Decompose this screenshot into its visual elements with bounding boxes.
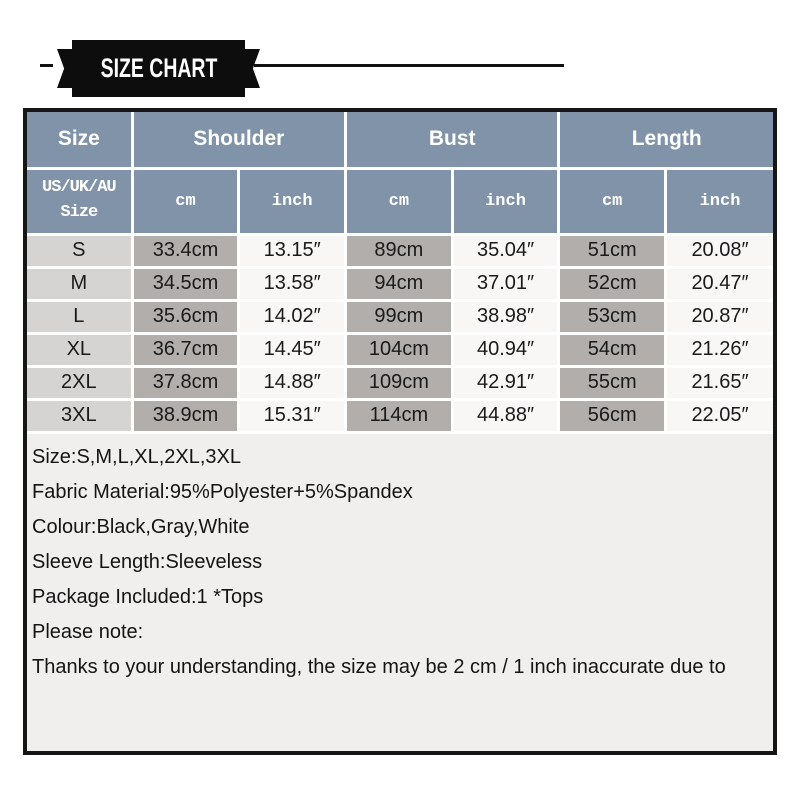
region-size-label: Size	[60, 203, 98, 222]
table-row-3xl	[27, 399, 773, 432]
measurement-cell: 42.91″	[452, 366, 559, 399]
table-row-s	[27, 234, 773, 267]
measurement-cell: 21.26″	[666, 333, 773, 366]
unit-header-length-cm: cm	[559, 168, 666, 234]
unit-header-shoulder-cm: cm	[132, 168, 239, 234]
column-header-size: Size	[27, 112, 132, 168]
detail-line-fabric: Fabric Material:95%Polyester+5%Spandex	[32, 480, 413, 503]
measurement-cell: 53cm	[559, 300, 666, 333]
dash-decoration	[40, 64, 53, 67]
measurement-cell: 14.88″	[239, 366, 346, 399]
measurement-cell: 14.02″	[239, 300, 346, 333]
product-details	[27, 434, 773, 685]
measurement-cell: 15.31″	[239, 399, 346, 432]
column-header-length: Length	[559, 112, 773, 168]
size-chart-box	[23, 108, 777, 755]
measurement-cell: 14.45″	[239, 333, 346, 366]
unit-header-length-inch: inch	[666, 168, 773, 234]
size-cell: S	[27, 234, 132, 267]
measurement-cell: 56cm	[559, 399, 666, 432]
unit-header-bust-inch: inch	[452, 168, 559, 234]
unit-header-shoulder-inch: inch	[239, 168, 346, 234]
measurement-cell: 35.04″	[452, 234, 559, 267]
column-header-bust: Bust	[346, 112, 559, 168]
detail-line-sizes: Size:S,M,L,XL,2XL,3XL	[32, 445, 242, 468]
measurement-cell: 36.7cm	[132, 333, 239, 366]
measurement-cell: 44.88″	[452, 399, 559, 432]
measurement-cell: 94cm	[346, 267, 453, 300]
detail-line-package: Package Included:1 *Tops	[32, 585, 264, 608]
unit-header-bust-cm: cm	[346, 168, 453, 234]
measurement-cell: 114cm	[346, 399, 453, 432]
size-cell: M	[27, 267, 132, 300]
table-row-xl	[27, 333, 773, 366]
size-chart-table	[27, 112, 773, 434]
unit-header-row	[27, 168, 773, 234]
measurement-cell: 109cm	[346, 366, 453, 399]
group-header-row	[27, 112, 773, 168]
measurement-cell: 33.4cm	[132, 234, 239, 267]
size-cell: 3XL	[27, 399, 132, 432]
detail-line-note-body: Thanks to your understanding, the size may be 2 cm / 1 inch inaccurate due to	[32, 655, 726, 678]
measurement-cell: 40.94″	[452, 333, 559, 366]
measurement-cell: 21.65″	[666, 366, 773, 399]
measurement-cell: 37.8cm	[132, 366, 239, 399]
measurement-cell: 52cm	[559, 267, 666, 300]
size-cell: 2XL	[27, 366, 132, 399]
banner-title: SIZE CHART	[100, 53, 217, 83]
measurement-cell: 35.6cm	[132, 300, 239, 333]
measurement-cell: 38.9cm	[132, 399, 239, 432]
measurement-cell: 20.08″	[666, 234, 773, 267]
measurement-cell: 104cm	[346, 333, 453, 366]
measurement-cell: 38.98″	[452, 300, 559, 333]
ribbon-tail-left-icon	[57, 49, 74, 88]
measurement-cell: 99cm	[346, 300, 453, 333]
horizontal-rule	[254, 64, 564, 67]
detail-line-sleeve: Sleeve Length:Sleeveless	[32, 550, 263, 573]
detail-line-note-heading: Please note:	[32, 620, 144, 643]
measurement-cell: 89cm	[346, 234, 453, 267]
size-cell: XL	[27, 333, 132, 366]
measurement-cell: 13.58″	[239, 267, 346, 300]
detail-line-colour: Colour:Black,Gray,White	[32, 515, 250, 538]
ribbon-tail-right-icon	[243, 49, 260, 88]
measurement-cell: 20.47″	[666, 267, 773, 300]
region-label: US/UK/AU	[42, 178, 116, 198]
measurement-cell: 51cm	[559, 234, 666, 267]
table-row-l	[27, 300, 773, 333]
measurement-cell: 20.87″	[666, 300, 773, 333]
measurement-cell: 37.01″	[452, 267, 559, 300]
size-cell: L	[27, 300, 132, 333]
table-row-2xl	[27, 366, 773, 399]
table-row-m	[27, 267, 773, 300]
size-chart-ribbon	[72, 40, 245, 97]
column-header-shoulder: Shoulder	[132, 112, 345, 168]
measurement-cell: 54cm	[559, 333, 666, 366]
measurement-cell: 13.15″	[239, 234, 346, 267]
measurement-cell: 55cm	[559, 366, 666, 399]
column-header-region-size	[27, 168, 132, 234]
measurement-cell: 34.5cm	[132, 267, 239, 300]
measurement-cell: 22.05″	[666, 399, 773, 432]
